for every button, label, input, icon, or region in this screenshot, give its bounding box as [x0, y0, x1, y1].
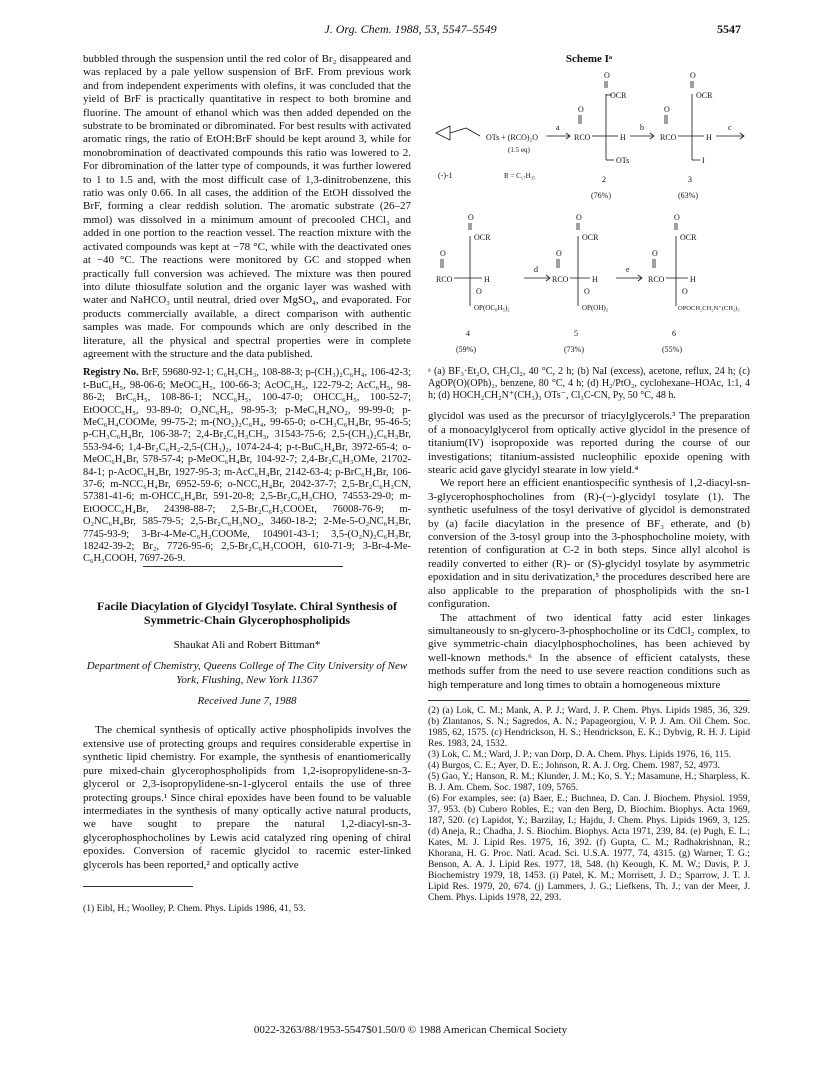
svg-text:H: H [592, 275, 598, 285]
r-definition: R = C₁₇H₃₅ [504, 172, 536, 181]
svg-text:O: O [652, 249, 658, 259]
left-column [83, 53, 411, 914]
yield-2: (76%) [591, 191, 611, 201]
svg-text:RCO: RCO [660, 133, 677, 143]
right-column [428, 53, 750, 903]
reaction-scheme [428, 70, 750, 360]
compound-6 [648, 213, 740, 354]
page-header [0, 22, 821, 38]
svg-text:O: O [440, 249, 446, 259]
report-paragraph: We report here an efficient enantiospecific synthesis of 1,2-diacyl-sn-3-glycerophosphocholines from (R)-(−)-glycidyl tosylate (1). The synthetic usefulness of the tosyl derivative of glycidol is demonstrated by (a) facile diacylation in the presence of BF₃ etherate, and (b) conversion of the 3-tosyl group into the 3-phosphocholine moiety, with retention of configuration at C-2 in both steps. Since allyl alcohol is readily converted to either (R)- or (S)-glycidyl tosylate by asymmetric epoxidation and in situ derivatization,⁵ the procedures described here are also applicable to the preparation of phospholipids with the sn-1 configuration. [428, 477, 750, 611]
svg-text:O: O [674, 213, 680, 223]
svg-text:OCR: OCR [680, 233, 697, 243]
yield-4: (59%) [456, 345, 476, 355]
article-affiliation: Department of Chemistry, Queens College of The City University of New York, Flushing, New York 11367 [86, 660, 408, 686]
page-number: 5547 [717, 22, 741, 36]
scheme-caption: ᵃ (a) BF₃·Et₂O, CH₂Cl₂, 40 °C, 2 h; (b) NaI (excess), acetone, reflux, 24 h; (c) AgOP(O)(OPh)₂, benzene, 80 °C, 4 h; (d) H₂/PtO₂, cyclohexane–HOAc, 1:1, 4 h; (d) HOCH₂CH₂N⁺(CH₃)₃ OTs⁻, Cl₃C-CN, Py, 50 °C, 48 h. [428, 366, 750, 402]
step-c: c [728, 123, 732, 133]
svg-text:H: H [690, 275, 696, 285]
svg-text:OTs: OTs [616, 156, 630, 166]
step-b: b [640, 123, 644, 133]
yield-3: (63%) [678, 191, 698, 201]
svg-text:OCR: OCR [696, 91, 713, 101]
svg-text:O: O [576, 213, 582, 223]
svg-text:OCR: OCR [474, 233, 491, 243]
compound-2-label: 2 [602, 175, 606, 185]
registry-label: Registry No. [83, 367, 139, 379]
page-footer: 0022-3263/88/1953-5547$01.50/0 © 1988 American Chemical Society [253, 1024, 568, 1036]
footnote-1: (1) Eibl, H.; Woolley, P. Chem. Phys. Lipids 1986, 41, 53. [83, 902, 306, 914]
compound-3 [660, 71, 713, 200]
svg-text:RCO: RCO [552, 275, 569, 285]
reagent-equiv: (1.5 eq) [508, 146, 530, 155]
svg-text:O: O [468, 213, 474, 223]
svg-text:OP(OC₆H₅)₂: OP(OC₆H₅)₂ [474, 304, 510, 313]
scheme-title: Scheme Iᵃ [565, 53, 613, 65]
footnotes-2-6: (2) (a) Lok, C. M.; Mank, A. P. J.; Ward, J. P. Chem. Phys. Lipids 1985, 36, 329. (b) Zlantanos, S. N.; Sagredos, A. N.; Papageorgiou, V. P. J. Am. Oil Chem. Soc. 1985, 62, 1575. (c) Hendrickson, H. S.; Hendrickson, E. K.; Dybvig, R. H. J. Lipid Res. 1983, 24, 1532. (3) Lok, C. M.; Ward, J. P.; van Dorp, D. A. Chem. Phys. Lipids 1976, 16, 115. (4) Burgos, C. E.; Ayer, D. E.; Johnson, R. A. J. Org. Chem. 1987, 52, 4973. (5) Gao, Y.; Hanson, R. M.; Klunder, J. M.; Ko, S. Y.; Masamune, H.; Sharpless, K. B. J. Am. Chem. Soc. 1987, 109, 5765. (6) For examples, see: (a) Baer, E.; Buchnea, D. Can. J. Biochem. Physiol. 1959, 37, 953. (b) Cubero Robles, E.; van den Berg, D. Biochim. Biophys. Acta 1969, 187, 520. (c) Lapidot, Y.; Barzilay, I.; Hajdu, J. Chem. Phys. Lipids 1969, 3, 125. (d) Aneja, R.; Chadha, J. S. Biochim. Biophys. Acta 1971, 239, 84. (e) Pugh, E. L.; Kates, M. J. Lipid Res. 1975, 16, 392. (f) Gupta, C. M.; Radhakrishnan, R.; Khorana, H. G. Proc. Natl. Acad. Sci. U.S.A. 1977, 74, 4315. (g) Warner, T. G.; Benson, A. A. J. Lipid Res. 1977, 18, 548. (h) Keough, K. M. W.; Davis, P. J. Biochemistry 1979, 18, 1453. (i) Patel, K. M.; Morrisett, J. D.; Sparrow, J. T. J. Lipid Res. 1979, 20, 674. (j) Lammers, J. G.; Liefkens, Th. J.; van der Meer, J. Chem. Phys. Lipids 1978, 22, 293. [428, 704, 750, 903]
intro-paragraph: The chemical synthesis of optically active phospholipids involves the extensive use of protecting groups and requires considerable expertise in synthetic lipid chemistry. For example, the synthesis of enantiomerically pure mixed-chain glycerophospholipids from 1,2-isopropylidene-sn-3-glycerol or 2,3-isopropylidene-sn-1-glycerol entails the use of three protecting groups.¹ Since chiral epoxides have been found to be valuable intermediates in the synthesis of many optically active natural products, we have sought to prepare the natural 1,2-diacyl-sn-3-glycerophosphocholines by Lewis acid catalyzed ring opening of chiral epoxides. Conversion of racemic glycidol to racemic ester-linked glycerols has been reported,² and optically active [83, 724, 411, 871]
svg-text:O: O [682, 287, 688, 297]
svg-text:OCR: OCR [610, 91, 627, 101]
glycidol-paragraph: glycidol was used as the precursor of triacylglycerols.³ The preparation of a monoacylglycerol from optically active glycidol in the presence of titanium(IV) isopropoxide was reported during the course of our investigations; titanium-assisted nucleophilic epoxide opening with stearic acid gave glycidyl stearate in low yield.⁴ [428, 410, 750, 477]
svg-text:H: H [620, 133, 626, 143]
article-title: Facile Diacylation of Glycidyl Tosylate. Chiral Synthesis of Symmetric-Chain Glycerophospholipids [96, 598, 397, 627]
step-d: d [534, 265, 538, 275]
svg-text:O: O [476, 287, 482, 297]
svg-text:O: O [690, 71, 696, 81]
compound-6-label: 6 [672, 329, 676, 339]
svg-text:RCO: RCO [648, 275, 665, 285]
svg-text:OCR: OCR [582, 233, 599, 243]
registry-list: BrF, 59680-92-1; C₆H₅CH₃, 108-88-3; p-(CH₃)₂C₆H₄, 106-42-3; t-BuC₆H₅, 98-06-6; MeOC₆H₅, 100-66-3; AcOC₆H₅, 122-79-2; AcC₆H₅, 98-86-2; BrC₆H₅, 108-86-1; NCC₆H₅, 100-47-0; OHCC₆H₅, 100-52-7; EtOOCC₆H₅, 93-89-0; O₂NC₆H₅, 98-95-3; p-MeC₆H₄NO₂, 99-99-0; p-MeC₆H₄COOMe, 99-75-2; m-(NO₂)₂C₆H₄, 99-65-0; o-CH₃C₆H₄Br, 95-46-5; p-CH₃C₆H₄Br, 106-38-7; 2,4-Br₂C₆H₃CH₃, 31543-75-6; 2,5-(CH₃)₂C₆H₃Br, 553-94-6; 1,4-Br₂C₆H₂-2,5-(CH₃)₂, 1074-24-4; p-t-BuC₆H₄Br, 3972-65-4; o-MeOC₆H₄Br, 578-57-4; p-MeOC₆H₄Br, 104-92-7; 2,4-Br₂C₆H₃OMe, 21702-84-1; p-AcOC₆H₄Br, 1927-95-3; m-AcC₆H₄Br, 2142-63-4; p-BrC₆H₄Br, 106-37-6; m-NCC₆H₄Br, 6952-59-6; o-NCC₆H₄Br, 2042-37-7; 2,5-Br₂C₆H₃CN, 57381-41-6; m-OHCC₆H₄Br, 591-20-8; 2,5-Br₂C₆H₃CHO, 74553-29-0; m-EtOOCC₆H₄Br, 24398-88-7; 2,5-Br₂C₆H₃COOEt, 76008-76-9; m-O₂NC₆H₄Br, 585-79-5; 2,5-Br₂C₆H₃NO₂, 3460-18-2; 2-Me-5-O₂NC₆H₃Br, 7745-93-9; 3-Br-4-Me-C₆H₃COOMe, 104901-43-1; 3,5-(O₂N)₂C₆H₃Br, 18242-39-2; Br₂, 7726-95-6; 2,5-Br₂C₆H₃COOH, 610-71-9; 3-Br-4-Me-C₆H₃COOH, 7697-26-9. [83, 367, 411, 565]
compound-4-label: 4 [466, 329, 470, 339]
step-a: a [556, 123, 560, 133]
svg-text:O: O [584, 287, 590, 297]
compound-5-label: 5 [574, 329, 578, 339]
footnote-rule [83, 886, 193, 887]
footnote-rule-right [428, 700, 750, 701]
compound-2 [574, 71, 629, 200]
svg-text:O: O [664, 105, 670, 115]
reagent-text: OTs + (RCO)₂O [486, 133, 539, 143]
svg-text:O: O [604, 71, 610, 81]
yield-5: (73%) [564, 345, 584, 355]
svg-text:H: H [706, 133, 712, 143]
svg-text:RCO: RCO [574, 133, 591, 143]
svg-text:O: O [556, 249, 562, 259]
journal-citation: J. Org. Chem. 1988, 53, 5547–5549 [324, 22, 497, 36]
article-authors: Shaukat Ali and Robert Bittman* [173, 638, 321, 651]
svg-text:OPOCH₂CH₂N⁺(CH₃)₃: OPOCH₂CH₂N⁺(CH₃)₃ [678, 305, 740, 313]
step-e: e [626, 265, 630, 275]
svg-text:H: H [484, 275, 490, 285]
attachment-paragraph: The attachment of two identical fatty acid ester linkages simultaneously to sn-glycero-3-phosphocholine or its CdCl₂ complex, to give symmetric-chain diacylphosphocholines, has been achieved by well-known methods.⁶ In the absence of efficient catalysts, these methods suffer from the need to use severe reaction conditions such as high temperature and long times to obtain a homogeneous mixture [428, 611, 750, 691]
yield-6: (55%) [662, 345, 682, 355]
compound-1-label: (-)-1 [438, 171, 453, 181]
svg-text:I: I [702, 156, 705, 166]
experimental-paragraph: bubbled through the suspension until the red color of Br₂ disappeared and was replaced by a pale yellow suspension of BrF. From previous work and from independent experiments with olefins, it was concluded that the yield of BrF is practically quantitative in respect to both bromine and fluorine. The amount of ethanol which was then added depended on the substrate to be brominated or dibrominated. For best results with activated aromatic rings, the ratio of EtOH:BrF should be kept around 3, while for monobromination of deactivated compounds this ratio was lowered to 2. For dibromination of the latter type of compounds, it was further lowered to 1 to 1.5 and, with the most difficult case of 1,3-dinitrobenzene, this ratio was only 0.66. In all cases, the addition of the EtOH dissolved the BrF, forming a clear reddish solution. The aromatic substrate (26–27 mmol) was dissolved in a minimum amount of precooled CHCl₃ and added in one portion to the reaction vessel. The reaction mixture with the activated compounds was kept at −78 °C, while with the deactivated ones at −40 °C. The reactions were monitored by GC and stopped when practically full conversion was achieved. The mixture was then poured into dilute thiosulfate solution and the organic layer was washed with water and NaHCO₃ until neutral, dried over MgSO₄, and evaporated. For products commercially available, a direct comparison with authentic samples was made. For compounds which are only described in the literature, all the physical and spectral properties were in complete agreement with the structure and the data published. [83, 53, 411, 360]
compound-1-epoxide [436, 126, 538, 180]
article-divider [143, 566, 343, 567]
compound-3-label: 3 [688, 175, 692, 185]
compound-5 [552, 213, 609, 354]
registry-numbers [83, 367, 411, 566]
compound-4 [436, 213, 510, 354]
svg-text:RCO: RCO [436, 275, 453, 285]
svg-text:OP(OH)₂: OP(OH)₂ [582, 304, 609, 313]
received-date: Received June 7, 1988 [197, 695, 297, 708]
svg-text:O: O [578, 105, 584, 115]
